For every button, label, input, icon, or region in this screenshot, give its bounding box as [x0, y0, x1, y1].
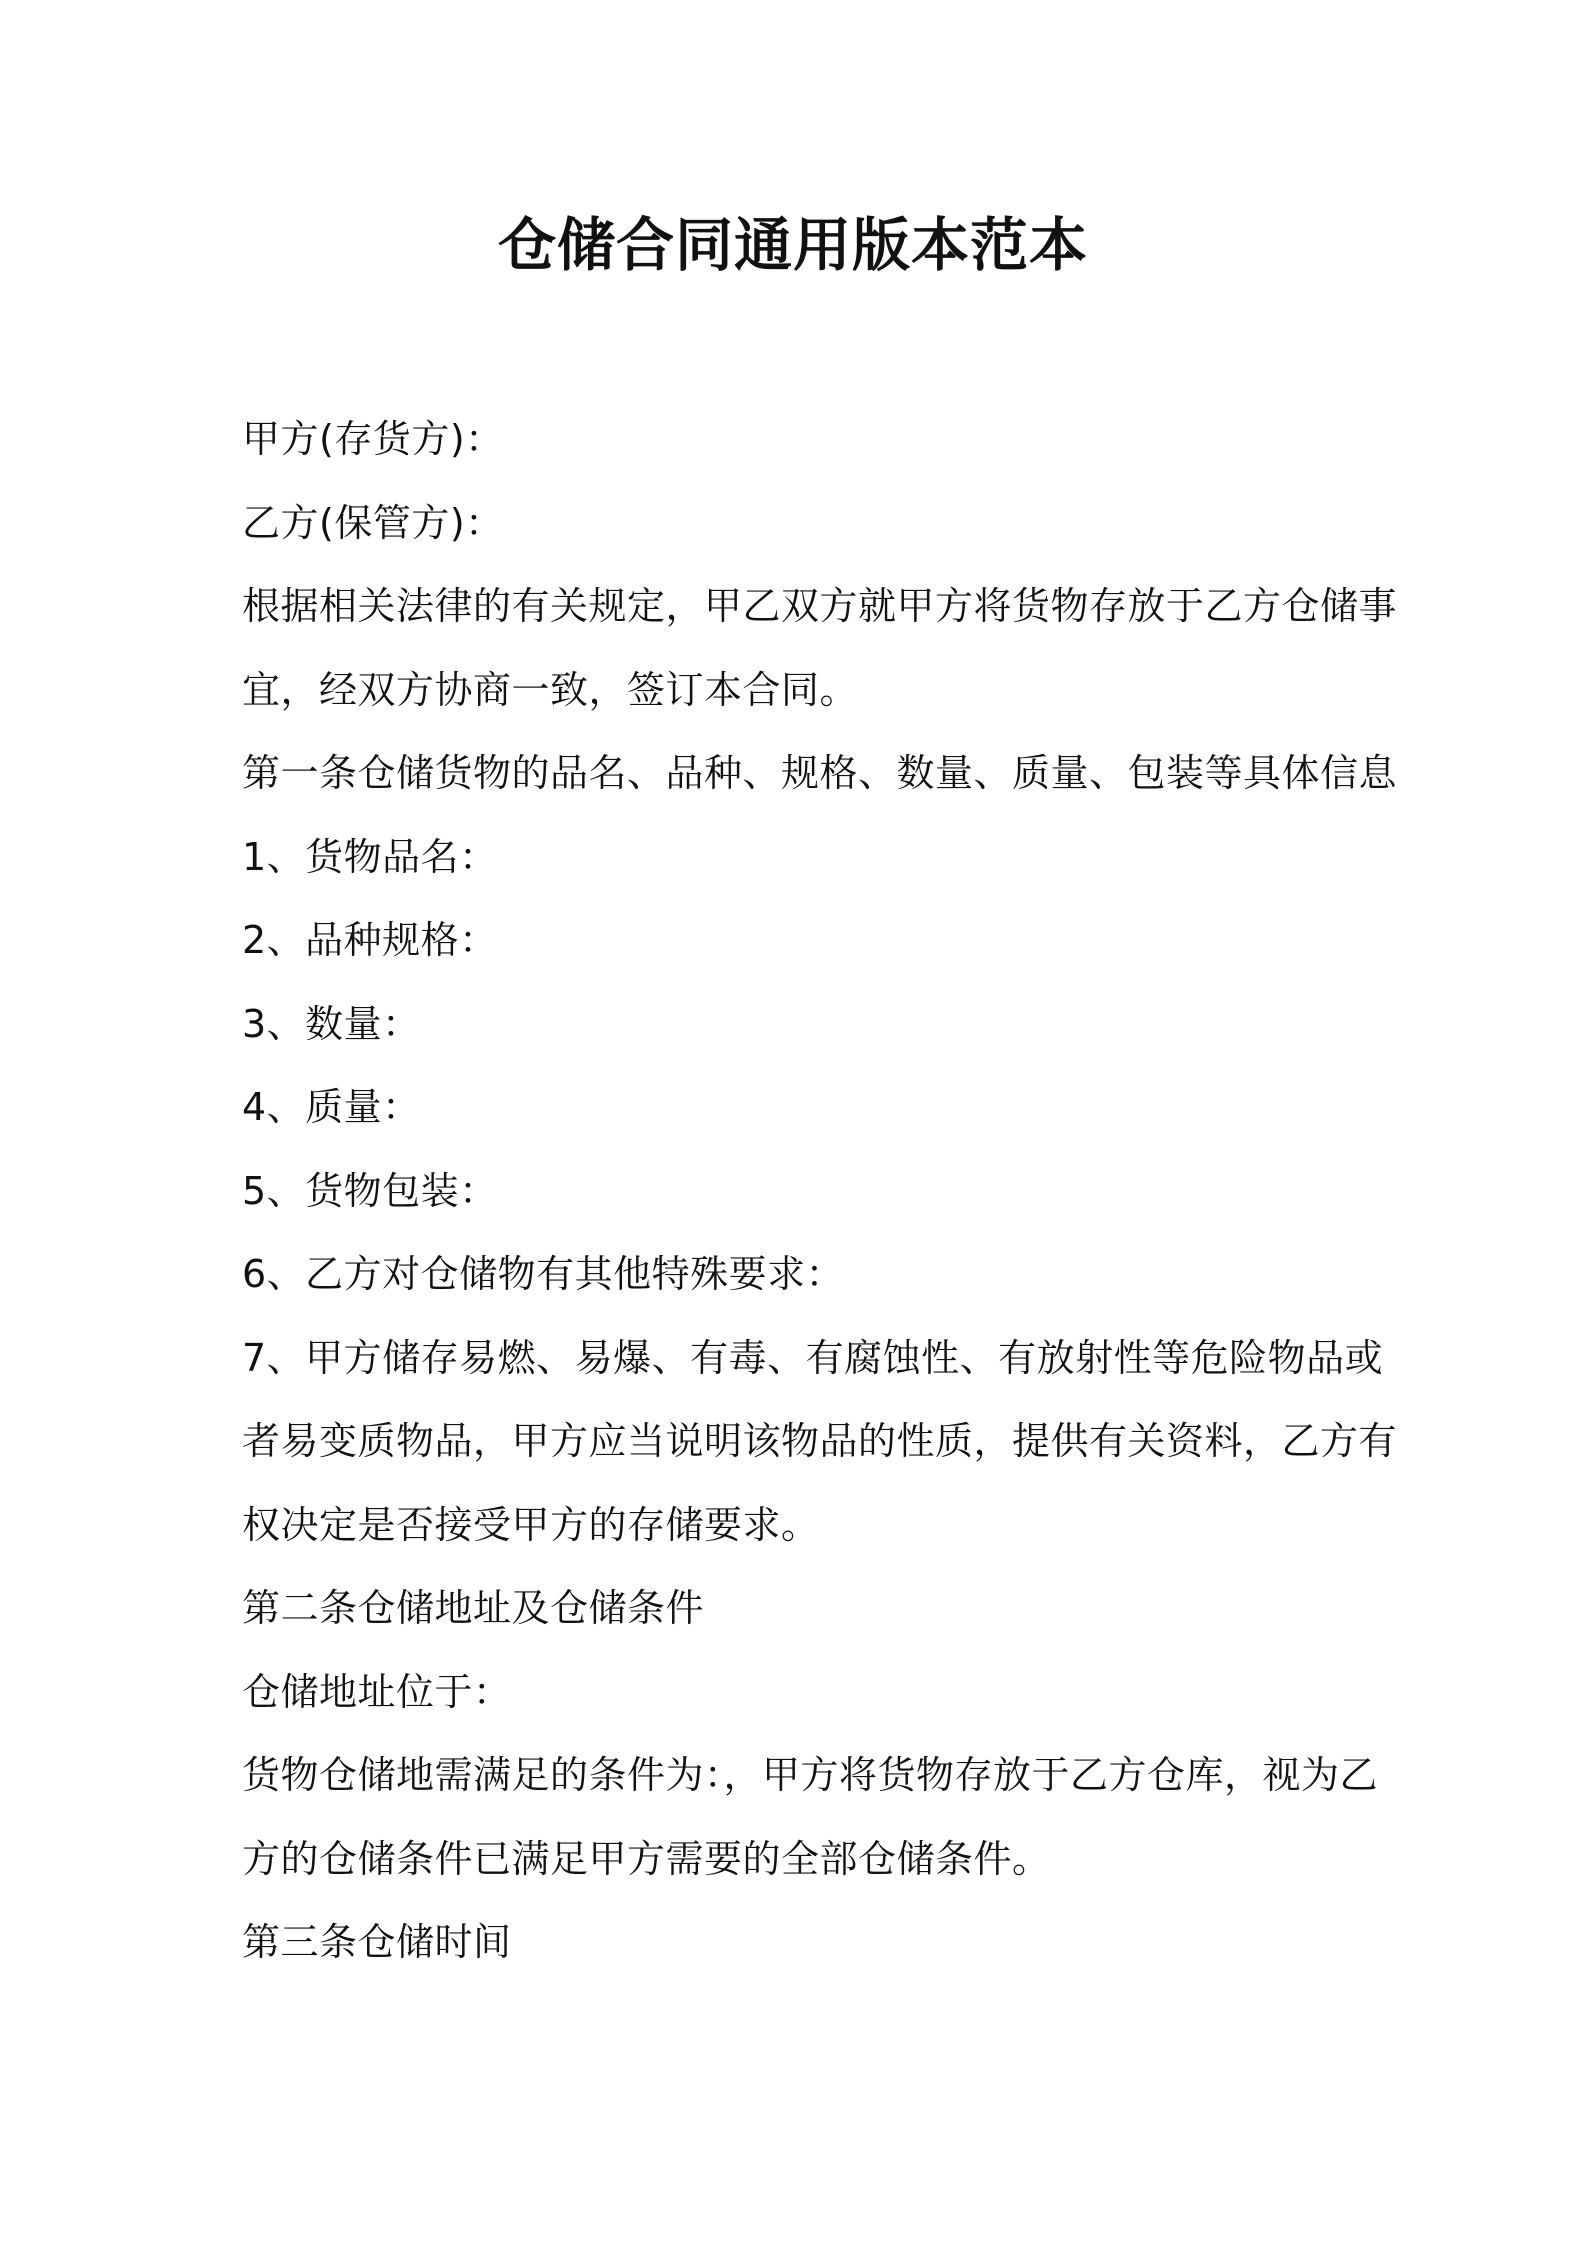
storage-conditions-line-1: 货物仓储地需满足的条件为：，甲方将货物存放于乙方仓库，视为乙 — [242, 1753, 1379, 1797]
article-2-heading: 第二条仓储地址及仓储条件 — [242, 1586, 705, 1630]
item-2-line: 2、品种规格： — [242, 918, 498, 962]
storage-conditions-line-2: 方的仓储条件已满足甲方需要的全部仓储条件。 — [242, 1836, 1051, 1881]
item-7-line-3: 权决定是否接受甲方的存储要求。 — [242, 1502, 820, 1547]
article-1-heading: 第一条仓储货物的品名、品种、规格、数量、质量、包装等具体信息 — [242, 751, 1398, 795]
item-1-line: 1、货物品名： — [242, 834, 498, 879]
item-7-line-2: 者易变质物品，甲方应当说明该物品的性质，提供有关资料，乙方有 — [242, 1419, 1398, 1463]
document-title: 仓储合同通用版本范本 — [497, 211, 1088, 279]
storage-address-line: 仓储地址位于： — [242, 1669, 512, 1714]
item-7-line-1: 7、甲方储存易燃、易爆、有毒、有腐蚀性、有放射性等危险物品或 — [242, 1335, 1384, 1380]
preamble-line-2: 宜，经双方协商一致，签订本合同。 — [242, 667, 859, 712]
item-6-line: 6、乙方对仓储物有其他特殊要求： — [242, 1252, 845, 1296]
item-4-line: 4、质量： — [242, 1085, 421, 1129]
item-3-line: 3、数量： — [242, 1001, 421, 1046]
article-3-heading: 第三条仓储时间 — [242, 1920, 512, 1964]
party-b-line: 乙方(保管方)： — [242, 500, 504, 545]
party-a-line: 甲方(存货方)： — [242, 417, 504, 461]
item-5-line: 5、货物包装： — [242, 1168, 498, 1213]
document-body — [242, 398, 1398, 1985]
preamble-line-1: 根据相关法律的有关规定，甲乙双方就甲方将货物存放于乙方仓储事 — [242, 584, 1398, 628]
